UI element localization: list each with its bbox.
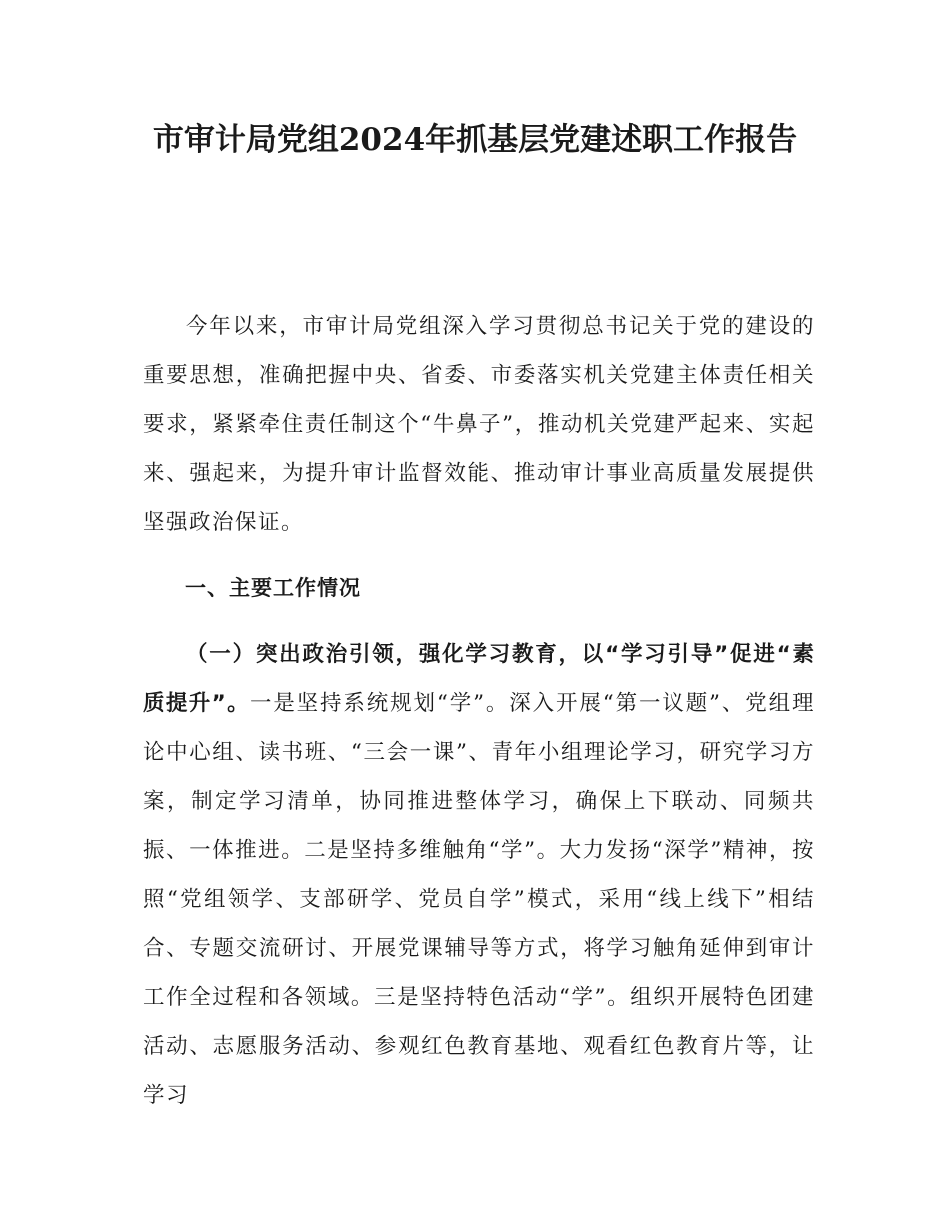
intro-paragraph: 今年以来，市审计局党组深入学习贯彻总书记关于党的建设的重要思想，准确把握中央、省委、市委落实机关党建主体责任相关要求，紧紧牵住责任制这个“牛鼻子”，推动机关党建严起来、实起来、强起来，为提升审计监督效能、推动审计事业高质量发展提供坚强政治保证。	[143, 314, 815, 535]
section-heading: 一、主要工作情况	[185, 576, 361, 600]
subsection-paragraph	[143, 630, 815, 1120]
subsection-lead: （一）突出政治引领，强化学习教育，以“学习引导”促进“素质提升”。	[143, 642, 815, 716]
document-title: 市审计局党组2024年抓基层党建述职工作报告	[152, 122, 798, 158]
subsection-body: 一是坚持系统规划“学”。深入开展“第一议题”、党组理论中心组、读书班、“三会一课”、青年小组理论学习，研究学习方案，制定学习清单，协同推进整体学习，确保上下联动、同频共振、一体推进。二是坚持多维触角“学”。大力发扬“深学”精神，按照“党组领学、支部研学、党员自学”模式，采用“线上线下”相结合、专题交流研讨、开展党课辅导等方式，将学习触角延伸到审计工作全过程和各领域。三是坚持特色活动“学”。组织开展特色团建活动、志愿服务活动、参观红色教育基地、观看红色教育片等，让学习	[143, 691, 815, 1108]
